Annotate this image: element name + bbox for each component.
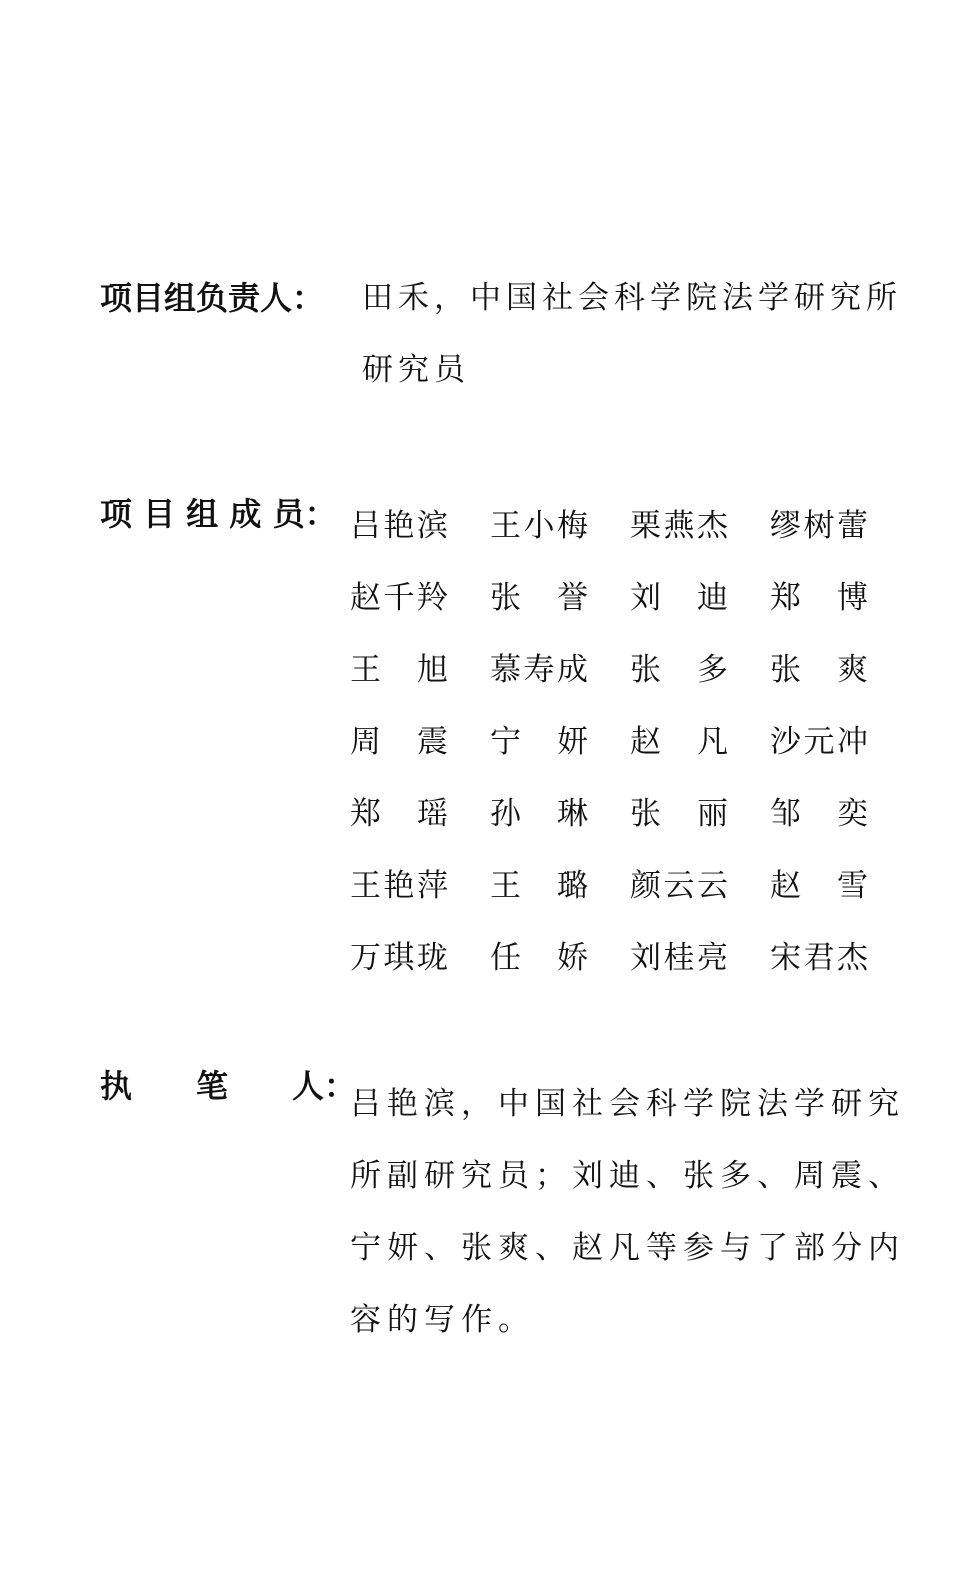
member-name: 沙 元 冲	[770, 724, 868, 760]
writer-line: 所副研究员；刘迪、张多、周震、	[350, 1157, 905, 1194]
member-name: 张 誉	[490, 580, 588, 616]
member-name: 吕 艳 滨	[350, 508, 448, 544]
members-list	[350, 490, 910, 994]
member-row	[350, 562, 910, 634]
writer-label: 执 笔 人：	[100, 1067, 357, 1105]
member-row	[350, 634, 910, 706]
member-name: 王 艳 萍	[350, 868, 448, 904]
member-name: 王 旭	[350, 652, 448, 688]
member-name: 缪 树 蕾	[770, 508, 868, 544]
member-name: 栗 燕 杰	[630, 508, 728, 544]
leader-line-2: 研究员	[362, 352, 470, 388]
member-name: 郑 博	[770, 580, 868, 616]
member-name: 周 震	[350, 724, 448, 760]
member-name: 刘 迪	[630, 580, 728, 616]
writer-line: 吕艳滨，中国社会科学院法学研究	[350, 1085, 905, 1122]
member-name: 刘 桂 亮	[630, 940, 728, 976]
member-name: 张 爽	[770, 652, 868, 688]
member-name: 宁 妍	[490, 724, 588, 760]
member-row	[350, 490, 910, 562]
member-name: 赵 雪	[770, 868, 868, 904]
leader-label: 项目组负责人：	[100, 279, 325, 317]
member-name: 邹 奕	[770, 796, 868, 832]
member-name: 万 琪 珑	[350, 940, 448, 976]
member-name: 王 小 梅	[490, 508, 588, 544]
member-row	[350, 778, 910, 850]
member-name: 张 丽	[630, 796, 728, 832]
writer-line: 容的写作。	[350, 1301, 535, 1338]
member-name: 赵 凡	[630, 724, 728, 760]
member-row	[350, 850, 910, 922]
member-name: 慕 寿 成	[490, 652, 588, 688]
member-name: 颜 云 云	[630, 868, 728, 904]
member-name: 任 娇	[490, 940, 588, 976]
member-row	[350, 922, 910, 994]
member-name: 郑 瑶	[350, 796, 448, 832]
member-name: 张 多	[630, 652, 728, 688]
member-name: 宋 君 杰	[770, 940, 868, 976]
member-row	[350, 706, 910, 778]
member-name: 孙 琳	[490, 796, 588, 832]
leader-line-1: 田禾，中国社会科学院法学研究所	[362, 280, 902, 316]
member-name: 赵 千 羚	[350, 580, 448, 616]
members-label: 项 目 组 成 员：	[100, 495, 337, 533]
writer-line: 宁妍、张爽、赵凡等参与了部分内	[350, 1229, 905, 1266]
writer-text	[350, 1064, 930, 1352]
member-name: 王 璐	[490, 868, 588, 904]
